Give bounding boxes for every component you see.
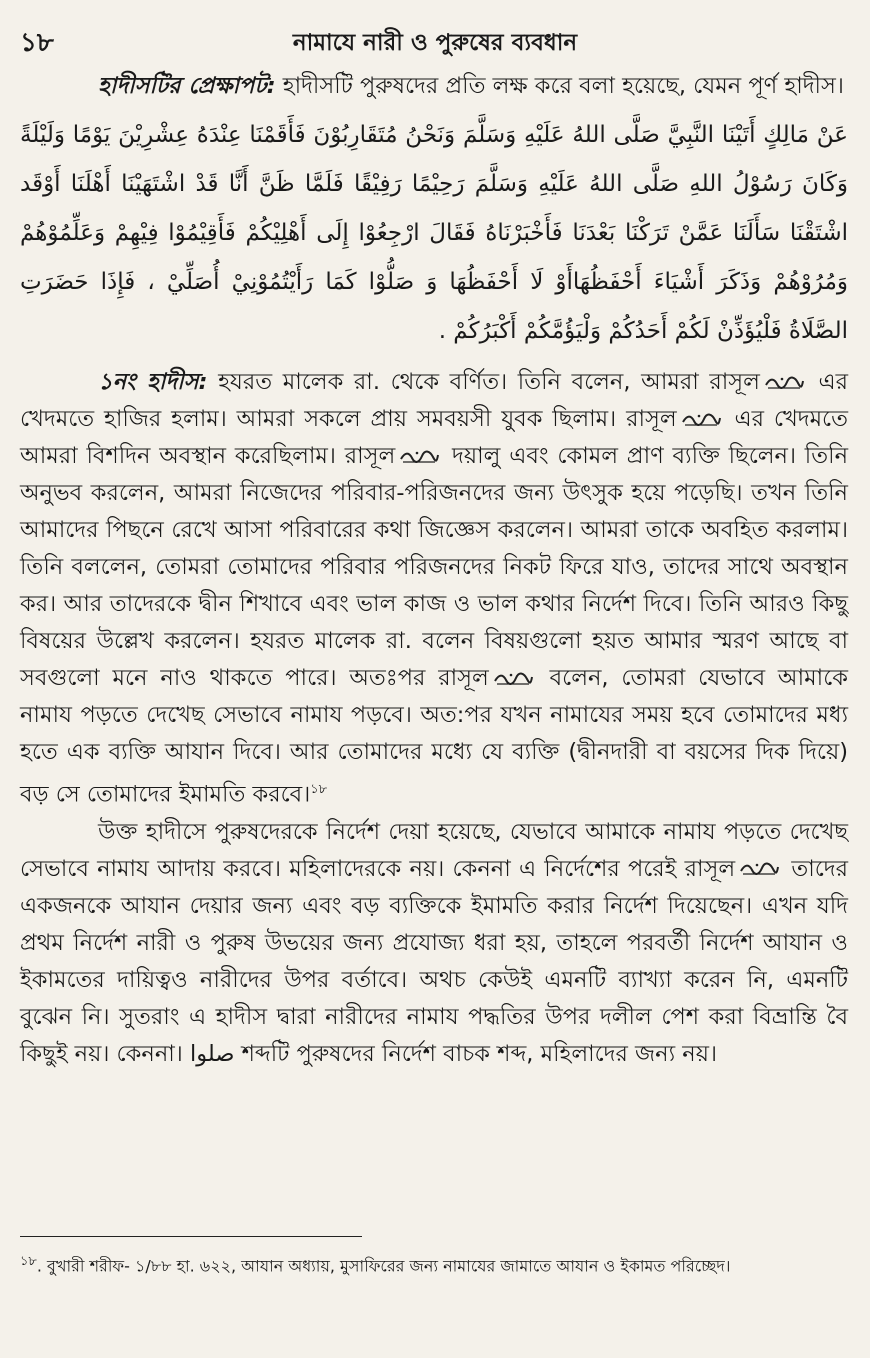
hadith-paragraph: [20, 364, 848, 814]
intro-text: হাদীসটি পুরুষদের প্রতি লক্ষ করে বলা হয়েছে, যেমন পূর্ণ হাদীস।: [275, 73, 844, 99]
hadith-lead: ১নং হাদীস:: [98, 369, 208, 395]
hadith-text-4: দয়ালু এবং কোমল প্রাণ ব্যক্তি ছিলেন। তিনি অনুভব করলেন, আমরা নিজেদের পরিবার-পরিজনদের জন্য উৎসুক হয়ে পড়েছি। তখন তিনি আমাদের পিছনে রেখে আসা পরিবারের কথা জিজ্ঞেস করলেন। আমরা তাকে অবহিত করলাম। তিনি বললেন, তোমরা তোমাদের পরিবার পরিজনদের নিকট ফিরে যাও, তাদের সাথে অবস্থান কর। আর তাদেরকে দ্বীন শিখাবে এবং ভাল কাজ ও ভাল কথার নির্দেশ দিবে। তিনি আরও কিছু বিষয়ের উল্লেখ করলেন। হযরত মালেক রা. বলেন বিষয়গুলো হয়ত আমার স্মরণ আছে বা সবগুলো মনে নাও থাকতে পারে। অতঃপর রাসূল: [20, 443, 848, 691]
intro-lead: হাদীসটির প্রেক্ষাপট:: [98, 73, 276, 99]
commentary-paragraph: [20, 814, 848, 1073]
hadith-text-1: হযরত মালেক রা. থেকে বর্ণিত। তিনি বলেন, আমরা রাসূল: [207, 369, 760, 395]
page-number: ১৮: [20, 28, 54, 58]
hadith-text-5: বলেন, তোমরা যেভাবে আমাকে নামায পড়তে দেখেছ সেভাবে নামায পড়বে। অত:পর যখন নামাযের সময় হবে তোমাদের মধ্য হতে এক ব্যক্তি আযান দিবে। আর তোমাদের মধ্যে যে ব্যক্তি (দ্বীনদারী বা বয়সের দিক দিয়ে) বড় সে তোমাদের ইমামতি করবে।: [20, 665, 848, 808]
footnote: [20, 1248, 848, 1279]
commentary-text-3: শব্দটি পুরুষদের নির্দেশ বাচক শব্দ, মহিলাদের জন্য নয়।: [234, 1040, 717, 1067]
salawat-calligraphy-icon: [399, 449, 439, 465]
footnote-marker: ১৮: [20, 1254, 37, 1269]
arabic-word: صلوا: [190, 1040, 235, 1067]
footnote-divider: [20, 1236, 362, 1237]
page-header: [0, 22, 870, 58]
footnote-reference[interactable]: ১৮: [310, 782, 328, 797]
running-title: নামাযে নারী ও পুরুষের ব্যবধান: [292, 30, 578, 56]
footnote-text: . বুখারী শরীফ- ১/৮৮ হা. ৬২২, আযান অধ্যায়, মুসাফিরের জন্য নামাযের জামাতে আযান ও ইকামত পরিচ্ছেদ।: [36, 1256, 731, 1276]
salawat-calligraphy-icon: [764, 375, 804, 391]
commentary-text-1: উক্ত হাদীসে পুরুষদেরকে নির্দেশ দেয়া হয়েছে, যেভাবে আমাকে নামায পড়তে দেখেছ সেভাবে নামায আদায় করবে। মহিলাদেরকে নয়। কেননা এ নির্দেশের পরেই রাসূল: [20, 818, 848, 882]
hadith-text-3: এর খেদমতে আমরা বিশদিন অবস্থান করেছিলাম। রাসূল: [20, 406, 848, 469]
intro-paragraph: [20, 68, 848, 105]
salawat-calligraphy-icon: [493, 671, 533, 687]
commentary-text-2: তাদের একজনকে আযান দেয়ার জন্য এবং বড় ব্যক্তিকে ইমামতি করার নির্দেশ দিয়েছেন। এখন যদি প্রথম নির্দেশ নারী ও পুরুষ উভয়ের জন্য প্রযোজ্য ধরা হয়, তাহলে পরবর্তী নির্দেশ আযান ও ইকামতের দায়িত্বও নারীদের উপর বর্তাবে। অথচ কেউই এমনটি ব্যাখ্যা করেন নি, এমনটি বুঝেন নি। সুতরাং এ হাদীস দ্বারা নারীদের নামায পদ্ধতির উপর দলীল পেশ করা বিভ্রান্তি বৈ কিছুই নয়। কেননা।: [20, 855, 848, 1067]
salawat-calligraphy-icon: [681, 412, 721, 428]
salawat-calligraphy-icon: [739, 861, 779, 877]
arabic-hadith-text: عَنْ مَالِكٍ أَتَيْنَا النَّبِيَّ صَلَّى اللهُ عَلَيْهِ وَسَلَّمَ وَنَحْنُ مُتَقَارِبُوْنَ فَأَقَمْنَا عِنْدَهُ عِشْرِيْنَ يَوْمًا وَلَيْلَةً وَكَانَ رَسُوْلُ اللهِ صَلَّى اللهُ عَلَيْهِ وَسَلَّمَ رَحِيْمًا رَفِيْقًا فَلَمَّا ظَنَّ أَنَّا قَدْ اشْتَهَيْنَا أَهْلَنَا أَوْقَد اشْتَقْنَا سَأَلَنَا عَمَّنْ تَرَكْنَا بَعْدَنَا فَأَخْبَرْنَاهُ فَقَالَ ارْجِعُوْا إِلَى أَهْلِيْكُمْ فَأَقِيْمُوْا فِيْهِمْ وَعَلِّمُوْهُمْ وَمُرُوْهُمْ وَذَكَرَ أَشْيَاءَ أَحْفَظُهَاأَوْ لَا أَحْفَظُهَا وَ صَلُّوْا كَمَا رَأَيْتُمُوْنِيْ أُصَلِّيْ ، فَإِذَا حَضَرَتِ الصَّلَاةُ فَلْيُؤَذِّنْ لَكُمْ أَحَدُكُمْ وَلْيَؤُمَّكُمْ أَكْبَرُكُمْ .: [20, 122, 848, 344]
page-body: [20, 68, 848, 1073]
hadith-text-2: এর খেদমতে হাজির হলাম। আমরা সকলে প্রায় সমবয়সী যুবক ছিলাম। রাসূল: [20, 369, 848, 432]
